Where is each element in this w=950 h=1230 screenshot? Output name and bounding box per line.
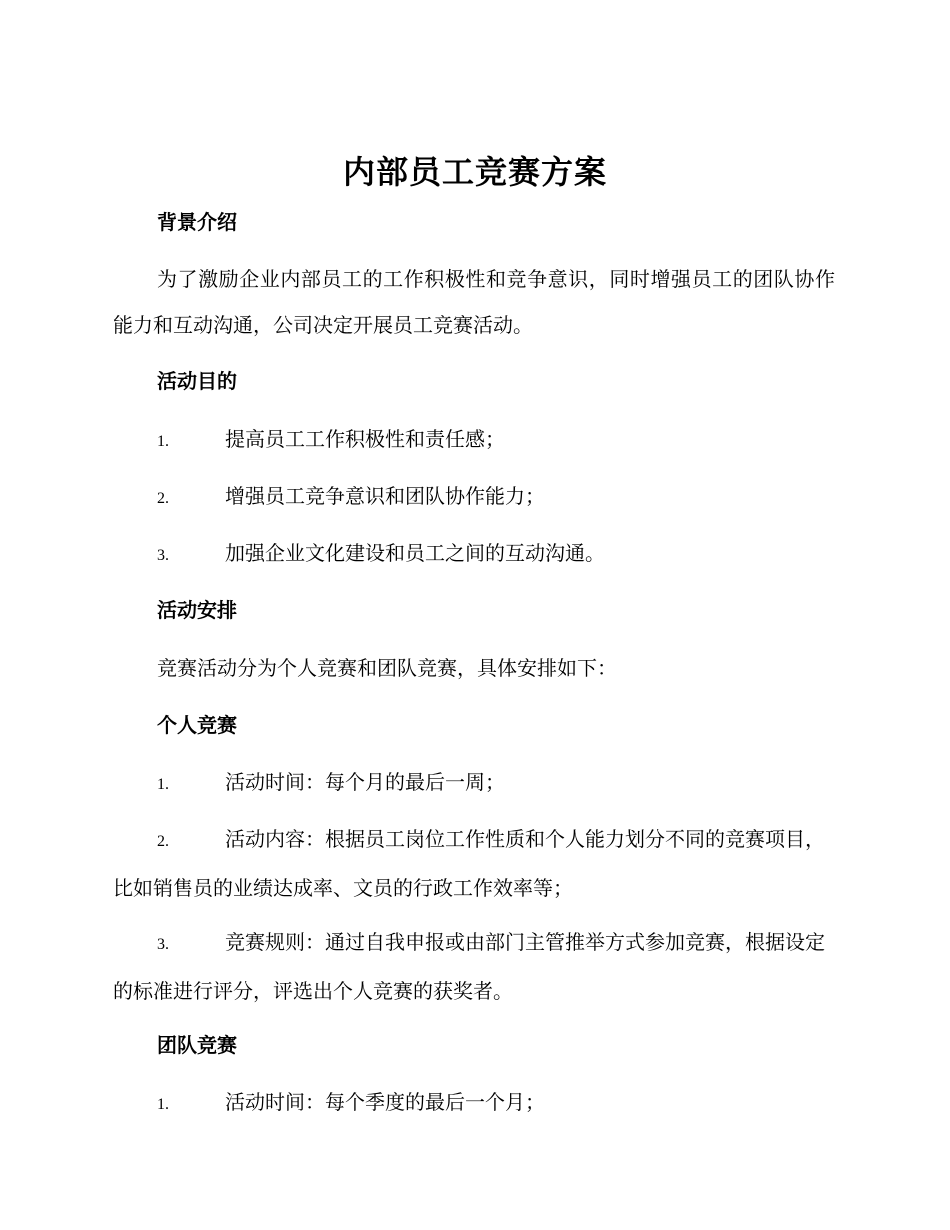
list-item-text: 竞赛规则：通过自我申报或由部门主管推举方式参加竞赛，根据设定的标准进行评分，评选出个人竞赛的获奖者。 (113, 930, 825, 1003)
list-item-number: 1. (157, 776, 169, 793)
list-item-text: 提高员工工作积极性和责任感； (225, 427, 505, 451)
list-item (113, 919, 835, 1014)
list-item-text: 加强企业文化建设和员工之间的互动沟通。 (225, 541, 605, 565)
list-item-number: 1. (157, 433, 169, 450)
list-item (113, 1079, 835, 1128)
list-item (113, 473, 835, 522)
list-item-number: 2. (157, 833, 169, 850)
list-item (113, 759, 835, 808)
list-item (113, 416, 835, 465)
list-item-number: 2. (157, 490, 169, 507)
list-item-number: 3. (157, 936, 169, 953)
section-heading-individual: 个人竞赛 (157, 713, 237, 737)
list-item-number: 3. (157, 547, 169, 564)
document-title: 内部员工竞赛方案 (342, 153, 607, 191)
list-item-text: 增强员工竞争意识和团队协作能力； (225, 484, 545, 508)
section-heading-team: 团队竞赛 (157, 1033, 237, 1057)
list-item-text: 活动时间：每个季度的最后一个月； (225, 1090, 545, 1114)
list-item (113, 530, 835, 579)
section-heading-purpose: 活动目的 (157, 369, 237, 393)
section-heading-arrangement: 活动安排 (157, 598, 237, 622)
list-item-number: 1. (157, 1096, 169, 1113)
background-paragraph: 为了激励企业内部员工的工作积极性和竞争意识，同时增强员工的团队协作能力和互动沟通，公司决定开展员工竞赛活动。 (113, 267, 835, 337)
arrangement-paragraph: 竞赛活动分为个人竞赛和团队竞赛，具体安排如下： (157, 656, 617, 680)
list-item-text: 活动时间：每个月的最后一周； (225, 770, 505, 794)
section-heading-background: 背景介绍 (157, 210, 237, 234)
list-item (113, 816, 835, 911)
list-item-text: 活动内容：根据员工岗位工作性质和个人能力划分不同的竞赛项目，比如销售员的业绩达成率、文员的行政工作效率等； (113, 827, 825, 900)
